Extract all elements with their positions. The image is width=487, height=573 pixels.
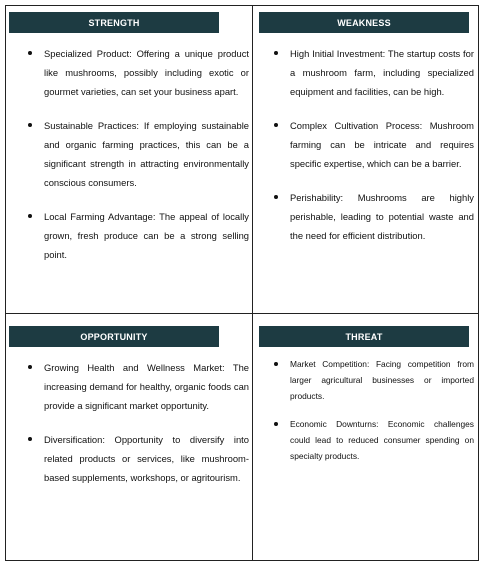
opportunity-item-text: Growing Health and Wellness Market: The increasing demand for healthy, organic foods can provide a significant market opportunity. <box>44 362 249 411</box>
strength-item <box>28 207 249 264</box>
strength-item-text: Local Farming Advantage: The appeal of locally grown, fresh produce can be a strong selling point. <box>44 211 249 260</box>
strength-list <box>28 44 249 279</box>
bullet-icon <box>274 51 278 55</box>
strength-item <box>28 44 249 101</box>
strength-quadrant <box>6 6 253 314</box>
weakness-item <box>274 188 474 245</box>
strength-header: STRENGTH <box>9 12 219 33</box>
threat-item-text: Economic Downturns: Economic challenges could lead to reduced consumer spending on specialty products. <box>290 419 474 461</box>
opportunity-quadrant <box>6 314 253 560</box>
threat-item <box>274 416 474 464</box>
weakness-header: WEAKNESS <box>259 12 469 33</box>
threat-list <box>274 356 474 476</box>
weakness-item-text: High Initial Investment: The startup costs for a mushroom farm, including specialized equipment and facilities, can be high. <box>290 48 474 97</box>
strength-item <box>28 116 249 192</box>
threat-header: THREAT <box>259 326 469 347</box>
bullet-icon <box>28 51 32 55</box>
threat-item-text: Market Competition: Facing competition from larger agricultural businesses or imported products. <box>290 359 474 401</box>
threat-quadrant <box>253 314 478 560</box>
threat-item <box>274 356 474 404</box>
strength-item-text: Sustainable Practices: If employing sustainable and organic farming practices, this can be a significant strength in attracting environmentally conscious consumers. <box>44 120 249 188</box>
opportunity-header: OPPORTUNITY <box>9 326 219 347</box>
opportunity-item-text: Diversification: Opportunity to diversify into related products or services, like mushroom-based supplements, workshops, or agritourism. <box>44 434 249 483</box>
bullet-icon <box>28 123 32 127</box>
bullet-icon <box>274 362 278 366</box>
weakness-item <box>274 44 474 101</box>
opportunity-item <box>28 430 249 487</box>
strength-item-text: Specialized Product: Offering a unique product like mushrooms, possibly including exotic or gourmet varieties, can set your business apart. <box>44 48 249 97</box>
swot-table <box>5 5 479 561</box>
weakness-quadrant <box>253 6 478 314</box>
weakness-item-text: Perishability: Mushrooms are highly perishable, leading to potential waste and the need for efficient distribution. <box>290 192 474 241</box>
weakness-list <box>274 44 474 260</box>
bullet-icon <box>28 214 32 218</box>
opportunity-item <box>28 358 249 415</box>
weakness-item <box>274 116 474 173</box>
bullet-icon <box>28 437 32 441</box>
bullet-icon <box>28 365 32 369</box>
bullet-icon <box>274 422 278 426</box>
weakness-item-text: Complex Cultivation Process: Mushroom farming can be intricate and requires specific expertise, which can be a barrier. <box>290 120 474 169</box>
bullet-icon <box>274 123 278 127</box>
opportunity-list <box>28 358 249 502</box>
bullet-icon <box>274 195 278 199</box>
